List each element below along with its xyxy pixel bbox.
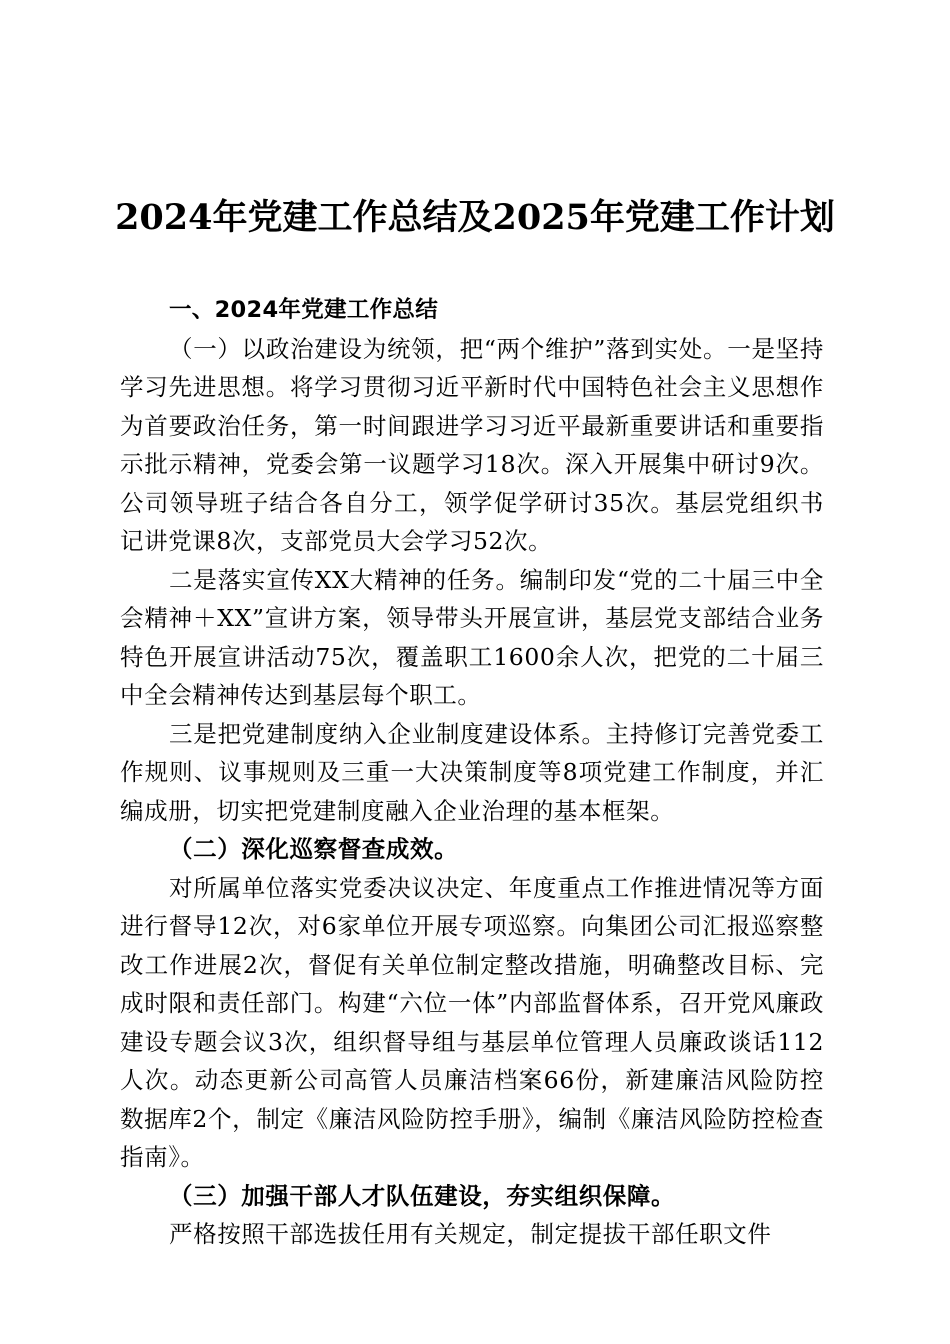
subheading-cadre-team: （三）加强干部人才队伍建设，夯实组织保障。 xyxy=(169,1181,676,1210)
subheading-inspection: （二）深化巡察督查成效。 xyxy=(169,835,459,863)
section-heading: 一、2024年党建工作总结 xyxy=(169,297,439,323)
paragraph-cadre-selection: 严格按照干部选拔任用有关规定，制定提拔干部任职文件 xyxy=(169,1220,772,1248)
document-body xyxy=(120,291,824,1254)
paragraph-political-construction: （一）以政治建设为统领，把“两个维护”落到实处。一是坚持学习先进思想。将学习贯彻习近平新时代中国特色社会主义思想作为首要政治任务，第一时间跟进学习习近平最新重要讲话和重要指示批示精神，党委会第一议题学习18次。深入开展集中研讨9次。公司领导班子结合各自分工，领学促学研讨35次。基层党组织书记讲党课8次，支部党员大会学习52次。 xyxy=(120,334,824,555)
document-title: 2024年党建工作总结及2025年党建工作计划 xyxy=(115,197,835,238)
paragraph-party-system: 三是把党建制度纳入企业制度建设体系。主持修订完善党委工作规则、议事规则及三重一大决策制度等8项党建工作制度，并汇编成册，切实把党建制度融入企业治理的基本框架。 xyxy=(120,719,824,825)
paragraph-publicity: 二是落实宣传XX大精神的任务。编制印发“党的二十届三中全会精神＋XX”宣讲方案，领导带头开展宣讲，基层党支部结合业务特色开展宣讲活动75次，覆盖职工1600余人次，把党的二十届三中全会精神传达到基层每个职工。 xyxy=(120,565,824,709)
paragraph-inspection: 对所属单位落实党委决议决定、年度重点工作推进情况等方面进行督导12次，对6家单位开展专项巡察。向集团公司汇报巡察整改工作进展2次，督促有关单位制定整改措施，明确整改目标、完成时限和责任部门。构建“六位一体”内部监督体系，召开党风廉政建设专题会议3次，组织督导组与基层单位管理人员廉政谈话112人次。动态更新公司高管人员廉洁档案66份，新建廉洁风险防控数据库2个，制定《廉洁风险防控手册》，编制《廉洁风险防控检查指南》。 xyxy=(120,873,824,1171)
